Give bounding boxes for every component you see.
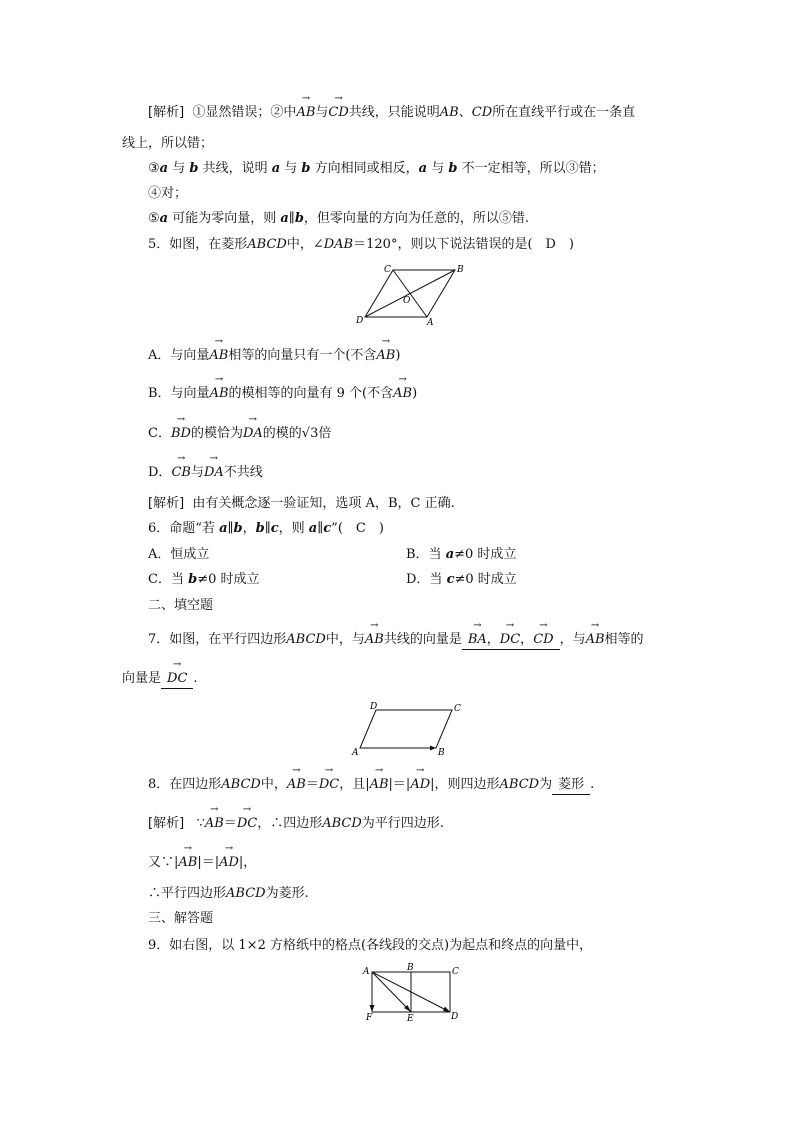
q5-analysis: [解析] 由有关概念逐一验证知，选项 A，B，C 正确. xyxy=(148,496,455,511)
q6-option-a: A．恒成立 xyxy=(148,547,210,562)
q6-option-b: B．当 a≠0 时成立 xyxy=(406,547,517,562)
analysis-q4-line4: ④对； xyxy=(148,186,188,201)
label-c: C xyxy=(384,265,391,275)
q5-option-a: A．与向量→ AB相等的向量只有一个(不含→ AB) xyxy=(148,347,400,365)
label-d: D xyxy=(451,1012,459,1022)
label-d: D xyxy=(370,702,378,712)
parallelogram-figure xyxy=(350,700,470,756)
label-b: B xyxy=(457,265,464,275)
rhombus-figure xyxy=(355,262,465,326)
label-o: O xyxy=(403,296,411,306)
analysis-q4-line5: ⑤a 可能为零向量，则 a∥b，但零向量的方向为任意的，所以⑤错. xyxy=(148,211,530,226)
q8-stem: 8．在四边形ABCD中，→ AB＝→ DC，且|→ AB|＝|→ AD|，则四边形ABCD为 菱形 . xyxy=(148,776,594,795)
label-f: F xyxy=(366,1013,373,1022)
analysis-q4-line1: [解析] ①显然错误；②中→ AB与→ CD共线，只能说明AB、CD所在直线平行或在一条直 xyxy=(148,104,635,122)
q7-answer-2: → DC xyxy=(161,670,193,689)
analysis-q4-line3: ③a 与 b 共线，说明 a 与 b 方向相同或相反，a 与 b 不一定相等，所以③错； xyxy=(148,161,605,176)
q8-analysis-line1: [解析] ∵→ AB＝→ DC，∴四边形ABCD为平行四边形. xyxy=(148,815,444,833)
label-a: A xyxy=(352,748,359,756)
q8-analysis-line3: ∴平行四边形ABCD为菱形. xyxy=(148,886,309,901)
grid-figure xyxy=(358,962,468,1022)
q5-option-c: C．→ BD的模恰为→ DA的模的√3倍 xyxy=(148,425,331,443)
q6-option-c: C．当 b≠0 时成立 xyxy=(148,572,260,587)
q8-analysis-line2: 又∵|→ AB|＝|→ AD|， xyxy=(148,854,256,872)
label-a: A xyxy=(427,318,434,326)
label-c: C xyxy=(454,704,461,714)
section-fill-in: 二、填空题 xyxy=(148,598,214,613)
q7-stem-line1: 7．如图，在平行四边形ABCD中，与→ AB共线的向量是→ BA，→ DC，→ CD ，与→ AB相等的 xyxy=(148,631,644,650)
q5-option-d: D．→ CB与→ DA不共线 xyxy=(148,464,263,482)
q8-answer: 菱形 xyxy=(552,776,590,795)
q7-answer-1: → BA，→ DC，→ CD xyxy=(462,631,560,650)
q6-option-d: D．当 c≠0 时成立 xyxy=(406,572,517,587)
q6-stem: 6．命题“若 a∥b，b∥c，则 a∥c”( C ) xyxy=(148,521,384,536)
vector-ab: → AB xyxy=(296,104,315,122)
label-e: E xyxy=(407,1014,414,1022)
label-a: A xyxy=(363,967,370,977)
label-b: B xyxy=(407,963,414,973)
section-solution: 三、解答题 xyxy=(148,911,214,926)
analysis-q4-line2: 线上，所以错； xyxy=(122,136,214,151)
q5-stem: 5．如图，在菱形ABCD中，∠DAB＝120°，则以下说法错误的是( D ) xyxy=(148,237,575,252)
label-b: B xyxy=(438,748,445,756)
vector-cd: → CD xyxy=(328,104,348,122)
q9-stem: 9．如右图，以 1×2 方格纸中的格点(各线段的交点)为起点和终点的向量中， xyxy=(148,938,593,953)
label-c: C xyxy=(452,967,459,977)
q7-stem-line2: 向量是→ DC . xyxy=(122,670,198,689)
analysis-tag: [解析] xyxy=(148,105,185,120)
label-d: D xyxy=(356,316,364,326)
q5-option-b: B．与向量→ AB的模相等的向量有 9 个(不含→ AB) xyxy=(148,385,417,403)
